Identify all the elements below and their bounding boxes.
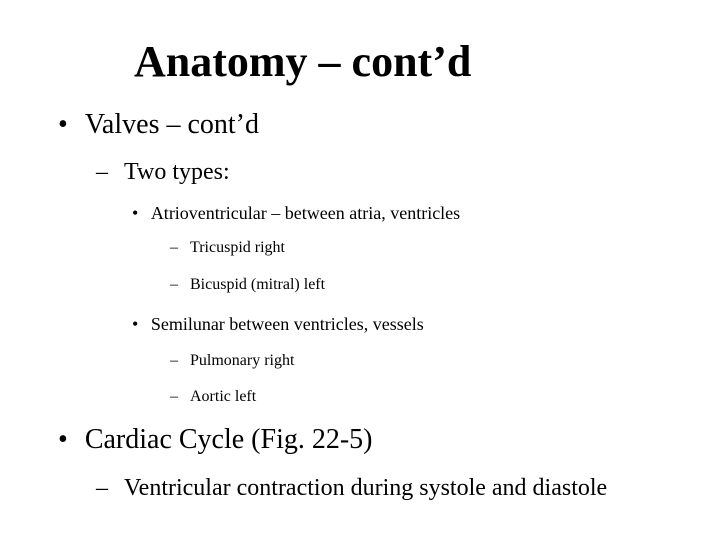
subbullet-ventricular-contraction xyxy=(96,474,607,502)
bullet-text: Atrioventricular – between atria, ventricles xyxy=(150,203,461,223)
dash-mark: – xyxy=(170,276,178,293)
bullet-mark: • xyxy=(132,314,139,334)
bullet-mark: • xyxy=(132,203,139,223)
bullet-text: Valves – cont’d xyxy=(84,109,259,140)
subbullet-aortic xyxy=(170,387,256,407)
dash-mark: – xyxy=(96,475,108,501)
subbullet-tricuspid xyxy=(170,238,285,258)
bullet-atrioventricular xyxy=(132,202,460,224)
subbullet-text: Pulmonary right xyxy=(190,352,295,369)
dash-mark: – xyxy=(96,159,108,185)
bullet-valves xyxy=(58,109,259,141)
slide-title: Anatomy – cont’d xyxy=(134,37,472,86)
dash-mark: – xyxy=(170,239,178,256)
bullet-text: Semilunar between ventricles, vessels xyxy=(150,314,424,334)
bullet-cardiac-cycle xyxy=(58,424,373,456)
dash-mark: – xyxy=(170,388,178,405)
subbullet-text: Ventricular contraction during systole and diastole xyxy=(124,475,608,501)
subbullet-two-types xyxy=(96,158,230,186)
bullet-mark: • xyxy=(58,109,68,140)
subbullet-text: Two types: xyxy=(124,159,230,185)
dash-mark: – xyxy=(170,352,178,369)
subbullet-text: Aortic left xyxy=(190,388,257,405)
subbullet-text: Bicuspid (mitral) left xyxy=(190,276,326,293)
subbullet-bicuspid xyxy=(170,275,325,295)
bullet-mark: • xyxy=(58,424,68,455)
subbullet-text: Tricuspid right xyxy=(190,239,285,256)
subbullet-pulmonary xyxy=(170,351,294,371)
bullet-text: Cardiac Cycle (Fig. 22-5) xyxy=(84,424,373,455)
bullet-semilunar xyxy=(132,313,424,335)
